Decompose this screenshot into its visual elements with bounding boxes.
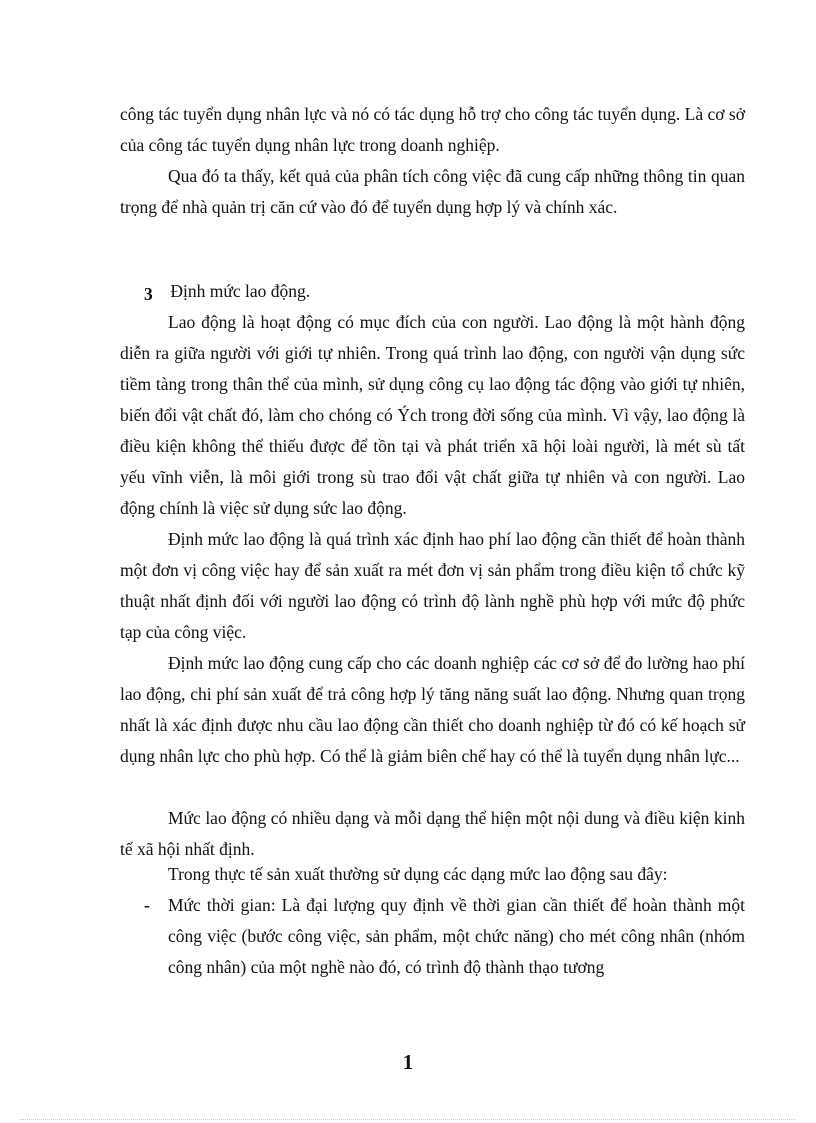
paragraph-common-norm-forms: Trong thực tế sản xuất thường sử dụng các dạng mức lao động sau đây: xyxy=(168,864,668,884)
page-bottom-border xyxy=(20,1119,796,1120)
paragraph-labor-norm-purpose: Định mức lao động cung cấp cho các doanh nghiệp các cơ sở để đo lường hao phí lao động, chi phí sản xuất để trả công hợp lý tăng năng suất lao động. Nhưng quan trọng nhất là xác định được nhu cầu lao động cần thiết cho doanh nghiệp từ đó có kế hoạch sử dụng nhân lực cho phù hợp. Có thể là giảm biên chế hay có thể là tuyển dụng nhân lực... xyxy=(120,653,745,766)
paragraph-job-analysis-conclusion: Qua đó ta thấy, kết quả của phân tích công việc đã cung cấp những thông tin quan trọng để nhà quản trị căn cứ vào đó để tuyển dụng hợp lý và chính xác. xyxy=(120,166,745,217)
section-title: Định mức lao động. xyxy=(170,281,311,301)
paragraph-recruitment-basis: công tác tuyển dụng nhân lực và nó có tác dụng hỗ trợ cho công tác tuyển dụng. Là cơ sở của công tác tuyển dụng nhân lực trong doanh nghiệp. xyxy=(120,104,745,155)
page-number: 1 xyxy=(402,1050,414,1074)
section-heading xyxy=(144,276,310,310)
paragraph-labor-norm-definition: Định mức lao động là quá trình xác định hao phí lao động cần thiết để hoàn thành một đơn vị công việc hay để sản xuất ra mét đơn vị sản phẩm trong điều kiện tổ chức kỹ thuật nhất định đối với người lao động có trình độ lành nghề phù hợp với mức độ phức tạp của công việc. xyxy=(120,529,745,642)
paragraph-labor-norm-types: Mức lao động có nhiều dạng và mỗi dạng thể hiện một nội dung và điều kiện kinh tế xã hội nhất định. xyxy=(120,808,745,859)
bullet-dash: - xyxy=(144,895,150,915)
paragraph-labor-definition: Lao động là hoạt động có mục đích của con người. Lao động là một hành động diễn ra giữa người với giới tự nhiên. Trong quá trình lao động, con người vận dụng sức tiềm tàng trong thân thể của mình, sử dụng công cụ lao động tác động vào giới tự nhiên, biến đổi vật chất đó, làm cho chóng có Ých trong đời sống của mình. Vì vậy, lao động là điều kiện không thể thiếu được để tồn tại và phát triển xã hội loài người, là mét sù tất yếu vĩnh viễn, là môi giới trong sù trao đổi vật chất giữa tự nhiên và con người. Lao động chính là việc sử dụng sức lao động. xyxy=(120,312,745,518)
section-number: 3 xyxy=(144,284,153,304)
list-item-text: Mức thời gian: Là đại lượng quy định về thời gian cần thiết để hoàn thành một công việc (bước công việc, sản phẩm, một chức năng) cho mét công nhân (nhóm công nhân) của một nghề nào đó, có trình độ thành thạo tương xyxy=(168,895,745,977)
